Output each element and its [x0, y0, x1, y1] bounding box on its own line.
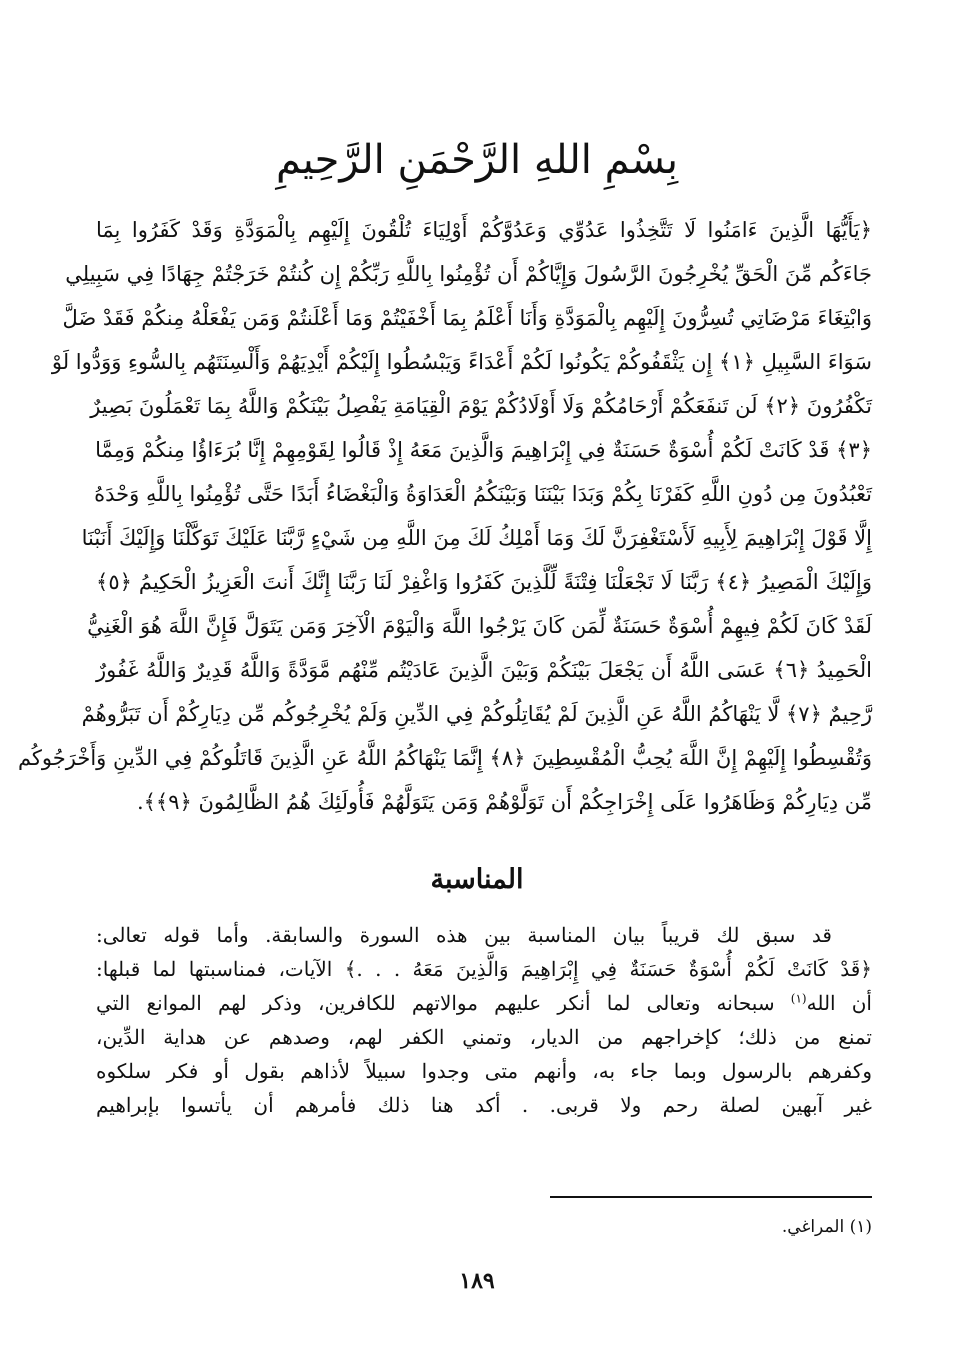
commentary-line: [96, 986, 872, 1020]
commentary-line: قد سبق لك قريباً بيان المناسبة بين هذه السورة والسابقة. وأما قوله تعالى:: [96, 923, 832, 947]
commentary-line: ﴿قَدْ كَانَتْ لَكُمْ أُسْوَةٌ حَسَنَةٌ فِي إِبْرَاهِيمَ وَالَّذِينَ مَعَهُ . . .﴾ الآيات، فمناسبتها لما قبلها:: [96, 957, 872, 981]
footnote-reference: (١): [790, 991, 807, 1006]
footnote-divider: [550, 1196, 872, 1198]
commentary-line-text: سبحانه وتعالى لما أنكر عليهم موالاتهم للكافرين، وذكر لهم الموانع التي: [96, 991, 775, 1015]
verse-line: رَّحِيمٌ ﴿٧﴾ لَّا يَنْهَاكُمُ اللَّهُ عَنِ الَّذِينَ لَمْ يُقَاتِلُوكُمْ فِي الدِّينِ وَلَمْ يُخْرِجُوكُم مِّن دِيَارِكُمْ أَن تَبَرُّوهُمْ: [81, 702, 872, 726]
commentary-line: وكفرهم بالرسول وبما جاء به، وأنهم متى وجدوا سبيلاً لأذاهم بقول أو فكر سلكوه: [96, 1059, 872, 1083]
verse-line: الْحَمِيدُ ﴿٦﴾ عَسَى اللَّهُ أَن يَجْعَلَ بَيْنَكُمْ وَبَيْنَ الَّذِينَ عَادَيْتُم مِّنْهُم مَّوَدَّةً وَاللَّهُ قَدِيرٌ وَاللَّهُ غَفُورٌ: [96, 658, 872, 682]
page-number: ١٨٩: [459, 1268, 495, 1294]
verse-line: وَابْتِغَاءَ مَرْضَاتِي تُسِرُّونَ إِلَيْهِم بِالْمَوَدَّةِ وَأَنَا أَعْلَمُ بِمَا أَخْفَيْتُمْ وَمَا أَعْلَنتُمْ وَمَن يَفْعَلْهُ مِنكُمْ فَقَدْ ضَلَّ: [62, 306, 872, 330]
verse-line: سَوَاءَ السَّبِيلِ ﴿١﴾ إِن يَثْقَفُوكُمْ يَكُونُوا لَكُمْ أَعْدَاءً وَيَبْسُطُوا إِلَيْكُمْ أَيْدِيَهُمْ وَأَلْسِنَتَهُم بِالسُّوءِ وَوَدُّوا لَوْ: [51, 350, 872, 374]
section-heading: المناسبة: [430, 864, 524, 895]
verse-line: لَقَدْ كَانَ لَكُمْ فِيهِمْ أُسْوَةٌ حَسَنَةٌ لِّمَن كَانَ يَرْجُوا اللَّهَ وَالْيَوْمَ الْآخِرَ وَمَن يَتَوَلَّ فَإِنَّ اللَّهَ هُوَ الْغَنِيُّ: [87, 614, 872, 638]
commentary-block: [96, 918, 872, 1122]
verse-line: ﴿يَأَيُّهَا الَّذِينَ ءَامَنُوا لَا تَتَّخِذُوا عَدُوِّي وَعَدُوَّكُمْ أَوْلِيَاءَ تُلْقُونَ إِلَيْهِم بِالْمَوَدَّةِ وَقَدْ كَفَرُوا بِمَا: [96, 218, 872, 242]
verse-line: جَاءَكُم مِّنَ الْحَقِّ يُخْرِجُونَ الرَّسُولَ وَإِيَّاكُمْ أَن تُؤْمِنُوا بِاللَّهِ رَبِّكُمْ إِن كُنتُمْ خَرَجْتُمْ جِهَادًا فِي سَبِيلِي: [65, 262, 872, 286]
verse-line: وَتُقْسِطُوا إِلَيْهِمْ إِنَّ اللَّهَ يُحِبُّ الْمُقْسِطِينَ ﴿٨﴾ إِنَّمَا يَنْهَاكُمُ اللَّهُ عَنِ الَّذِينَ قَاتَلُوكُمْ فِي الدِّينِ وَأَخْرَجُوكُم: [17, 746, 872, 770]
basmala-heading: بِسْمِ اللهِ الرَّحْمَنِ الرَّحِيمِ: [275, 137, 679, 183]
verse-line: مِّن دِيَارِكُمْ وَظَاهَرُوا عَلَى إِخْرَاجِكُمْ أَن تَوَلَّوْهُمْ وَمَن يَتَوَلَّهُمْ فَأُولَئِكَ هُمُ الظَّالِمُونَ ﴿٩﴾﴾.: [136, 790, 872, 814]
commentary-line: غير آبهين لصلة رحم ولا قربى. . أكد هنا ذلك فأمرهم أن يأتسوا بإبراهيم: [96, 1093, 873, 1117]
verse-line: ﴿٣﴾ قَدْ كَانَتْ لَكُمْ أُسْوَةٌ حَسَنَةٌ فِي إِبْرَاهِيمَ وَالَّذِينَ مَعَهُ إِذْ قَالُوا لِقَوْمِهِمْ إِنَّا بُرَءَاؤُا مِنكُمْ وَمِمَّا: [95, 438, 872, 462]
verse-line: تَكْفُرُونَ ﴿٢﴾ لَن تَنفَعَكُمْ أَرْحَامُكُمْ وَلَا أَوْلَادُكُمْ يَوْمَ الْقِيَامَةِ يَفْصِلُ بَيْنَكُمْ وَاللَّهُ بِمَا تَعْمَلُونَ بَصِيرٌ: [90, 394, 872, 418]
verse-line: تَعْبُدُونَ مِن دُونِ اللَّهِ كَفَرْنَا بِكُمْ وَبَدَا بَيْنَنَا وَبَيْنَكُمُ الْعَدَاوَةُ وَالْبَغْضَاءُ أَبَدًا حَتَّى تُؤْمِنُوا بِاللَّهِ وَحْدَهُ: [94, 482, 872, 506]
footnote: (١) المراغي.: [781, 1217, 872, 1237]
quran-verses-block: [17, 208, 873, 824]
verse-line: وَإِلَيْكَ الْمَصِيرُ ﴿٤﴾ رَبَّنَا لَا تَجْعَلْنَا فِتْنَةً لِّلَّذِينَ كَفَرُوا وَاغْفِرْ لَنَا رَبَّنَا إِنَّكَ أَنتَ الْعَزِيزُ الْحَكِيمُ ﴿٥﴾: [96, 570, 873, 594]
commentary-line-prefix: أن الله: [806, 991, 872, 1015]
commentary-line: تمنع من ذلك؛ كإخراجهم من الديار، وتمني الكفر لهم، وصدهم عن هداية الدِّين،: [96, 1025, 872, 1049]
verse-line: إِلَّا قَوْلَ إِبْرَاهِيمَ لِأَبِيهِ لَأَسْتَغْفِرَنَّ لَكَ وَمَا أَمْلِكُ لَكَ مِنَ اللَّهِ مِن شَيْءٍ رَّبَّنَا عَلَيْكَ تَوَكَّلْنَا وَإِلَيْكَ أَنَبْنَا: [81, 526, 872, 550]
